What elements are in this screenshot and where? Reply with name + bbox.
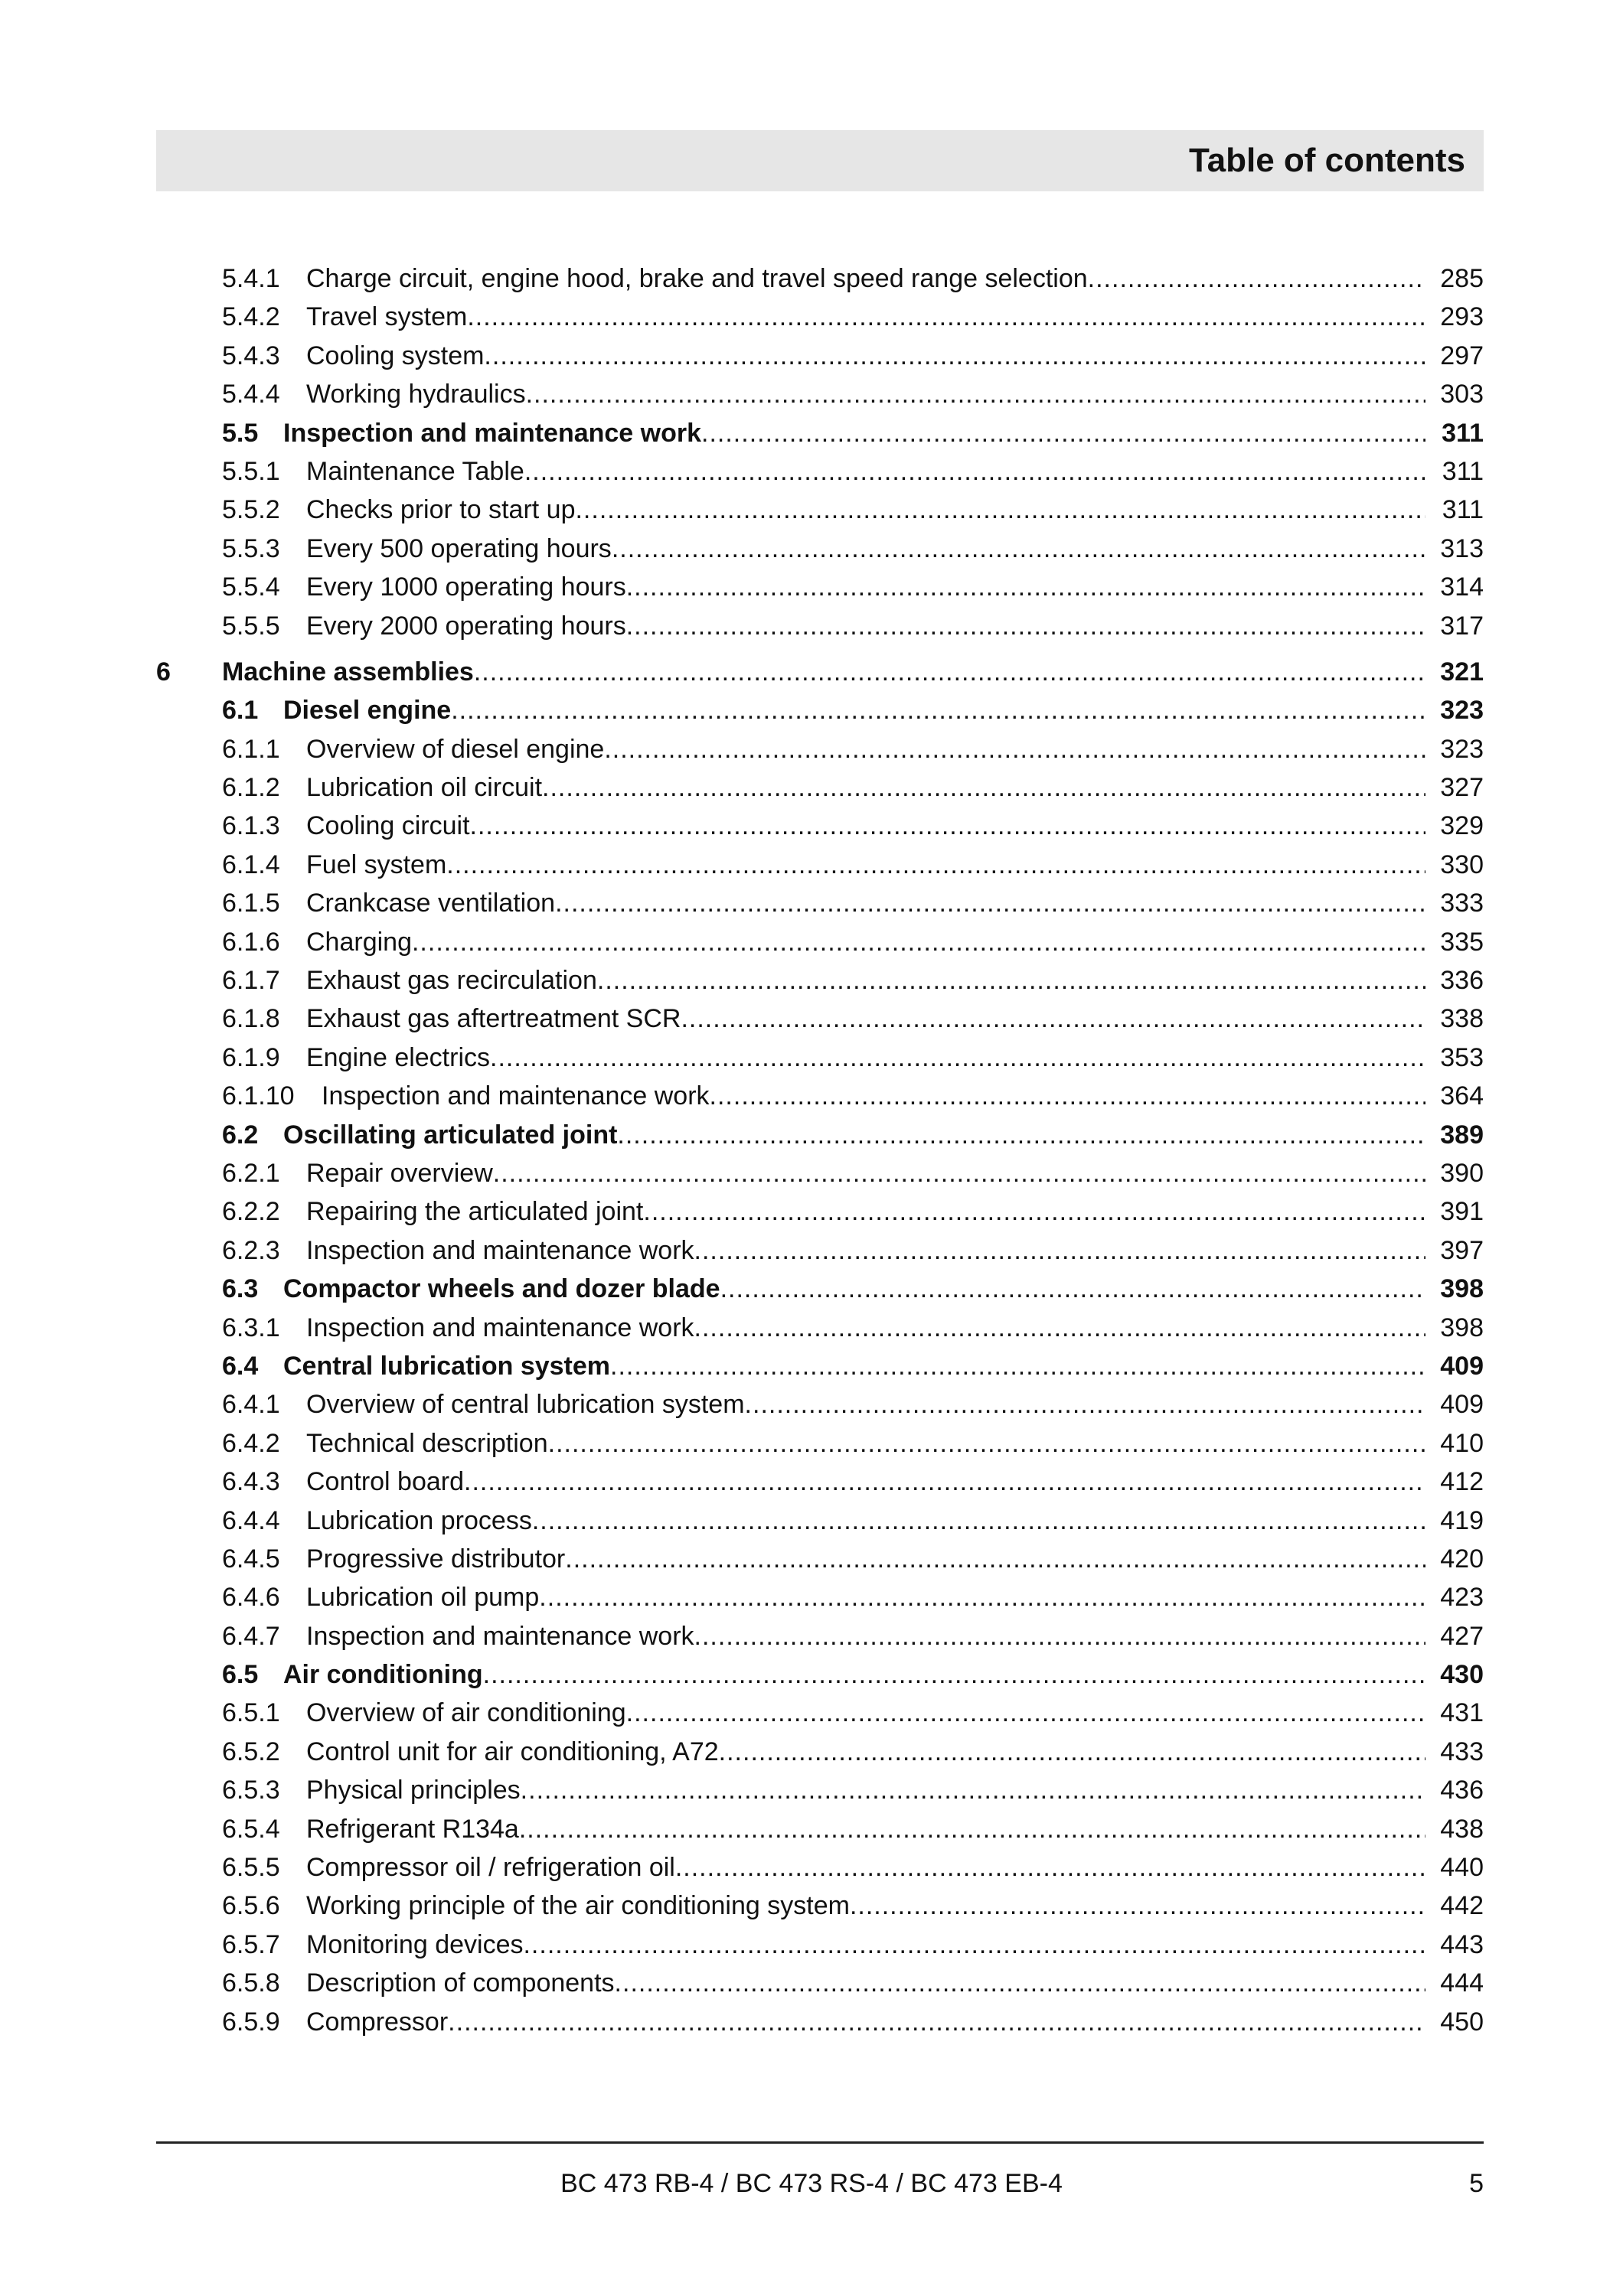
dot-leader — [604, 730, 1425, 768]
toc-entry-page: 330 — [1440, 850, 1484, 879]
toc-entry-title: Cooling circuit — [306, 811, 470, 841]
toc-entry-page: 364 — [1440, 1081, 1484, 1111]
toc-entry[interactable] — [0, 730, 1623, 768]
toc-entry-number: 6.1.3 — [222, 811, 280, 841]
toc-entry[interactable] — [0, 414, 1623, 452]
toc-entry-page: 389 — [1440, 1120, 1484, 1150]
toc-entry-title: Air conditioning — [283, 1660, 483, 1690]
toc-entry-page: 430 — [1440, 1660, 1484, 1690]
toc-entry[interactable] — [0, 1154, 1623, 1192]
toc-entry-page: 327 — [1440, 773, 1484, 803]
toc-entry-number: 5.4.4 — [222, 380, 280, 409]
toc-entry-text — [306, 1502, 1425, 1540]
toc-entry-page: 436 — [1440, 1776, 1484, 1805]
toc-entry-title: Inspection and maintenance work — [322, 1081, 710, 1111]
toc-entry-page: 313 — [1440, 533, 1484, 563]
toc-entry-page: 443 — [1440, 1929, 1484, 1959]
toc-entry-text — [306, 1887, 1425, 1925]
toc-entry-page: 442 — [1440, 1891, 1484, 1921]
toc-entry[interactable] — [0, 1463, 1623, 1501]
toc-entry[interactable] — [0, 884, 1623, 922]
toc-entry[interactable] — [0, 1077, 1623, 1115]
toc-entry-page: 427 — [1440, 1621, 1484, 1651]
toc-entry-text — [322, 1077, 1425, 1115]
toc-entry-title: Central lubrication system — [283, 1351, 611, 1381]
toc-entry-title: Every 500 operating hours — [306, 533, 612, 563]
dot-leader — [474, 653, 1425, 691]
toc-entry[interactable] — [0, 1733, 1623, 1771]
dot-leader — [643, 1192, 1425, 1231]
toc-entry-title: Compactor wheels and dozer blade — [283, 1274, 720, 1304]
toc-entry-number: 6.3 — [222, 1274, 259, 1304]
dot-leader — [519, 1810, 1425, 1848]
dot-leader — [565, 1540, 1425, 1578]
toc-entry-page: 323 — [1440, 734, 1484, 764]
toc-entry-number: 5.5 — [222, 418, 259, 448]
toc-entry-page: 311 — [1442, 418, 1484, 448]
dot-leader — [675, 1848, 1425, 1887]
toc-entry-text — [306, 491, 1425, 529]
toc-entry-number: 6.4 — [222, 1351, 259, 1381]
toc-entry[interactable] — [0, 1655, 1623, 1694]
toc-entry-text — [306, 452, 1425, 491]
toc-entry-page: 285 — [1440, 264, 1484, 293]
toc-entry-title: Maintenance Table — [306, 456, 524, 486]
toc-entry[interactable] — [0, 491, 1623, 529]
toc-entry-number: 6.4.1 — [222, 1390, 280, 1420]
dot-leader — [626, 607, 1425, 645]
toc-entry-text — [283, 1655, 1425, 1694]
toc-entry[interactable] — [0, 923, 1623, 961]
toc-entry-number: 5.4.1 — [222, 264, 280, 293]
toc-entry[interactable] — [0, 961, 1623, 1000]
toc-entry-text — [306, 2003, 1425, 2041]
toc-entry-number: 6.5.6 — [222, 1891, 280, 1921]
toc-entry-number: 6.1.4 — [222, 850, 280, 879]
dot-leader — [467, 298, 1425, 336]
toc-entry[interactable] — [0, 259, 1623, 298]
toc-entry-text — [306, 1231, 1425, 1270]
dot-leader — [542, 768, 1425, 807]
toc-entry[interactable] — [0, 691, 1623, 729]
toc-entry[interactable] — [0, 568, 1623, 606]
toc-entry-text — [306, 961, 1425, 1000]
toc-entry[interactable] — [0, 1192, 1623, 1231]
toc-entry-page: 329 — [1440, 811, 1484, 841]
toc-entry-text — [306, 1192, 1425, 1231]
toc-entry-title: Description of components — [306, 1968, 615, 1998]
dot-leader — [451, 691, 1425, 729]
toc-entry-title: Crankcase ventilation — [306, 889, 556, 918]
toc-entry-number: 6.5 — [222, 1660, 259, 1690]
toc-entry[interactable] — [0, 1309, 1623, 1347]
toc-entry-text — [306, 923, 1425, 961]
toc-entry-text — [306, 607, 1425, 645]
toc-entry-number: 6.1.6 — [222, 927, 280, 957]
toc-entry-page: 420 — [1440, 1544, 1484, 1574]
toc-entry-title: Checks prior to start up — [306, 495, 576, 525]
toc-entry-number: 5.4.3 — [222, 341, 280, 370]
dot-leader — [610, 1347, 1425, 1385]
toc-entry[interactable] — [0, 2003, 1623, 2041]
toc-entry-number: 6.2.3 — [222, 1235, 280, 1265]
toc-entry-page: 321 — [1440, 657, 1484, 687]
toc-entry-page: 311 — [1442, 456, 1484, 486]
toc-entry-title: Every 1000 operating hours — [306, 572, 626, 602]
footer-page-number: 5 — [1469, 2169, 1484, 2198]
dot-leader — [850, 1887, 1425, 1925]
toc-entry-title: Overview of central lubrication system — [306, 1390, 745, 1420]
toc-entry-text — [306, 530, 1425, 568]
toc-entry-title: Oscillating articulated joint — [283, 1120, 618, 1150]
toc-entry-title: Refrigerant R134a — [306, 1814, 519, 1844]
toc-entry[interactable] — [0, 1540, 1623, 1578]
footer-model-list: BC 473 RB-4 / BC 473 RS-4 / BC 473 EB-4 — [560, 2169, 1063, 2198]
toc-entry-title: Every 2000 operating hours — [306, 611, 626, 641]
toc-entry-title: Charging — [306, 927, 412, 957]
toc-entry-number: 6.1.2 — [222, 773, 280, 803]
dot-leader — [626, 568, 1425, 606]
toc-entry-page: 423 — [1440, 1583, 1484, 1613]
toc-entry[interactable] — [0, 1424, 1623, 1463]
toc-entry-number: 6.4.2 — [222, 1428, 280, 1458]
toc-entry-page: 398 — [1440, 1313, 1484, 1342]
toc-entry[interactable] — [0, 1617, 1623, 1655]
toc-entry-page: 409 — [1440, 1390, 1484, 1420]
dot-leader — [412, 923, 1425, 961]
toc-entry-title: Repairing the articulated joint — [306, 1197, 644, 1227]
toc-entry-title: Control board — [306, 1467, 465, 1497]
toc-entry-title: Machine assemblies — [222, 657, 474, 687]
dot-leader — [615, 1964, 1425, 2002]
toc-entry-number: 6.5.4 — [222, 1814, 280, 1844]
toc-entry-page: 398 — [1440, 1274, 1484, 1304]
toc-entry-page: 297 — [1440, 341, 1484, 370]
toc-entry-text — [306, 1385, 1425, 1424]
toc-entry-text — [306, 1964, 1425, 2002]
dot-leader — [470, 807, 1425, 845]
dot-leader — [719, 1733, 1425, 1771]
toc-entry-title: Inspection and maintenance work — [306, 1235, 694, 1265]
dot-leader — [464, 1463, 1425, 1501]
toc-entry-text — [306, 1424, 1425, 1463]
toc-entry-number: 6.4.7 — [222, 1621, 280, 1651]
toc-entry-page: 336 — [1440, 966, 1484, 996]
toc-entry-page: 311 — [1442, 495, 1484, 525]
toc-entry-title: Inspection and maintenance work — [306, 1621, 694, 1651]
toc-entry-title: Inspection and maintenance work — [283, 418, 702, 448]
toc-entry[interactable] — [0, 530, 1623, 568]
toc-entry[interactable] — [0, 1926, 1623, 1964]
dot-leader — [555, 884, 1425, 922]
toc-entry-title: Monitoring devices — [306, 1929, 524, 1959]
toc-entry-title: Inspection and maintenance work — [306, 1313, 694, 1342]
dot-leader — [701, 414, 1425, 452]
toc-entry-text — [306, 1154, 1425, 1192]
toc-entry-text — [306, 1926, 1425, 1964]
footer-divider — [156, 2141, 1484, 2144]
toc-entry-text — [306, 337, 1425, 375]
toc-entry-title: Compressor — [306, 2007, 449, 2037]
toc-entry-text — [306, 1309, 1425, 1347]
toc-entry-number: 6.4.6 — [222, 1583, 280, 1613]
toc-entry-page: 391 — [1440, 1197, 1484, 1227]
toc-entry-number: 6.5.9 — [222, 2007, 280, 2037]
toc-entry-text — [306, 884, 1425, 922]
toc-entry[interactable] — [0, 1810, 1623, 1848]
toc-entry[interactable] — [0, 1694, 1623, 1732]
toc-entry-number: 6.2.1 — [222, 1158, 280, 1188]
dot-leader — [493, 1154, 1425, 1192]
toc-entry-number: 6.4.5 — [222, 1544, 280, 1574]
toc-entry-number: 5.5.3 — [222, 533, 280, 563]
toc-entry-text — [306, 1771, 1425, 1809]
toc-entry-title: Charge circuit, engine hood, brake and travel speed range selection — [306, 264, 1088, 293]
toc-entry-number: 6.2 — [222, 1120, 259, 1150]
toc-entry-title: Lubrication oil circuit — [306, 773, 543, 803]
toc-entry-page: 433 — [1440, 1737, 1484, 1766]
toc-entry-title: Cooling system — [306, 341, 485, 370]
dot-leader — [720, 1270, 1425, 1308]
toc-entry-number: 6.2.2 — [222, 1197, 280, 1227]
toc-entry-text — [283, 1347, 1425, 1385]
toc-entry[interactable] — [0, 1270, 1623, 1308]
toc-entry-page: 317 — [1440, 611, 1484, 641]
toc-entry-title: Engine electrics — [306, 1042, 491, 1072]
toc-entry-text — [306, 1540, 1425, 1578]
dot-leader — [490, 1039, 1425, 1077]
dot-leader — [681, 1000, 1425, 1038]
toc-entry-title: Fuel system — [306, 850, 447, 879]
toc-entry-text — [306, 375, 1425, 413]
toc-entry-title: Repair overview — [306, 1158, 493, 1188]
dot-leader — [521, 1771, 1425, 1809]
toc-entry-page: 409 — [1440, 1351, 1484, 1381]
toc-entry-text — [306, 1463, 1425, 1501]
toc-entry-title: Working principle of the air conditioning system — [306, 1891, 850, 1921]
toc-entry[interactable] — [0, 337, 1623, 375]
dot-leader — [617, 1116, 1425, 1154]
toc-entry-text — [222, 653, 1425, 691]
toc-entry-text — [306, 1848, 1425, 1887]
toc-entry-text — [306, 1810, 1425, 1848]
toc-entry[interactable] — [0, 1000, 1623, 1038]
toc-entry-number: 6.5.3 — [222, 1776, 280, 1805]
toc-entry-page: 303 — [1440, 380, 1484, 409]
header-band — [156, 130, 1484, 191]
dot-leader — [532, 1502, 1425, 1540]
toc-entry[interactable] — [0, 607, 1623, 645]
toc-entry-text — [306, 730, 1425, 768]
toc-entry-title: Overview of air conditioning — [306, 1698, 626, 1728]
toc-entry-number: 6.3.1 — [222, 1313, 280, 1342]
toc-entry-number: 5.4.2 — [222, 302, 280, 332]
toc-entry-number: 5.5.5 — [222, 611, 280, 641]
toc-entry-text — [306, 1000, 1425, 1038]
toc-entry-title: Working hydraulics — [306, 380, 526, 409]
table-of-contents — [0, 259, 1623, 2041]
toc-entry[interactable] — [0, 1231, 1623, 1270]
toc-entry-number: 6.5.2 — [222, 1737, 280, 1766]
dot-leader — [612, 530, 1425, 568]
toc-entry-page: 314 — [1440, 572, 1484, 602]
toc-entry[interactable] — [0, 452, 1623, 491]
dot-leader — [575, 491, 1425, 529]
dot-leader — [523, 1926, 1425, 1964]
toc-entry-page: 390 — [1440, 1158, 1484, 1188]
toc-entry-number: 5.5.1 — [222, 456, 280, 486]
dot-leader — [539, 1578, 1425, 1616]
toc-entry[interactable] — [0, 1848, 1623, 1887]
toc-entry-title: Travel system — [306, 302, 468, 332]
toc-entry-number: 5.5.2 — [222, 495, 280, 525]
dot-leader — [548, 1424, 1425, 1463]
toc-entry-text — [306, 1578, 1425, 1616]
toc-entry-number: 6.1.9 — [222, 1042, 280, 1072]
toc-entry-page: 397 — [1440, 1235, 1484, 1265]
toc-entry-title: Exhaust gas aftertreatment SCR — [306, 1004, 681, 1034]
dot-leader — [483, 1655, 1425, 1694]
toc-entry-text — [306, 568, 1425, 606]
dot-leader — [597, 961, 1425, 1000]
toc-entry-number: 6.5.8 — [222, 1968, 280, 1998]
toc-entry-text — [306, 807, 1425, 845]
toc-entry[interactable] — [0, 846, 1623, 884]
toc-entry-title: Progressive distributor — [306, 1544, 566, 1574]
toc-entry-page: 450 — [1440, 2007, 1484, 2037]
toc-entry-number: 6.1.5 — [222, 889, 280, 918]
dot-leader — [710, 1077, 1425, 1115]
toc-entry[interactable] — [0, 1502, 1623, 1540]
toc-entry[interactable] — [0, 1116, 1623, 1154]
toc-entry-text — [283, 414, 1425, 452]
toc-entry-page: 444 — [1440, 1968, 1484, 1998]
toc-entry[interactable] — [0, 1039, 1623, 1077]
dot-leader — [524, 452, 1425, 491]
toc-entry[interactable] — [0, 768, 1623, 807]
dot-leader — [694, 1617, 1425, 1655]
toc-entry-text — [283, 691, 1425, 729]
toc-entry[interactable] — [0, 298, 1623, 336]
toc-entry-text — [306, 298, 1425, 336]
toc-entry-text — [306, 1617, 1425, 1655]
dot-leader — [1088, 259, 1425, 298]
toc-entry-number: 6.5.1 — [222, 1698, 280, 1728]
toc-entry-page: 353 — [1440, 1042, 1484, 1072]
toc-entry[interactable] — [0, 653, 1623, 691]
page-title: Table of contents — [1189, 142, 1465, 179]
toc-entry-number: 6.1 — [222, 696, 259, 726]
dot-leader — [526, 375, 1425, 413]
toc-entry-title: Physical principles — [306, 1776, 521, 1805]
toc-entry-page: 419 — [1440, 1505, 1484, 1535]
toc-entry-page: 431 — [1440, 1698, 1484, 1728]
toc-entry-text — [283, 1270, 1425, 1308]
toc-entry-number: 6.1.1 — [222, 734, 280, 764]
toc-entry-title: Compressor oil / refrigeration oil — [306, 1853, 675, 1883]
toc-entry-title: Overview of diesel engine — [306, 734, 605, 764]
toc-entry-number: 6.1.10 — [222, 1081, 295, 1111]
toc-entry-title: Technical description — [306, 1428, 548, 1458]
toc-entry[interactable] — [0, 1887, 1623, 1925]
toc-entry-number: 6.5.5 — [222, 1853, 280, 1883]
toc-entry-number: 5.5.4 — [222, 572, 280, 602]
toc-entry-title: Diesel engine — [283, 696, 452, 726]
toc-entry-text — [306, 1733, 1425, 1771]
toc-entry[interactable] — [0, 807, 1623, 845]
toc-entry-text — [306, 846, 1425, 884]
toc-entry[interactable] — [0, 1771, 1623, 1809]
toc-entry-number: 6.1.7 — [222, 966, 280, 996]
toc-entry-number: 6.4.4 — [222, 1505, 280, 1535]
toc-entry-text — [306, 1694, 1425, 1732]
toc-entry-page: 438 — [1440, 1814, 1484, 1844]
toc-entry-number: 6.5.7 — [222, 1929, 280, 1959]
toc-entry-page: 410 — [1440, 1428, 1484, 1458]
toc-entry-page: 335 — [1440, 927, 1484, 957]
toc-entry-page: 333 — [1440, 889, 1484, 918]
toc-entry[interactable] — [0, 1385, 1623, 1424]
dot-leader — [745, 1385, 1425, 1424]
toc-entry-number: 6.4.3 — [222, 1467, 280, 1497]
dot-leader — [694, 1309, 1425, 1347]
toc-entry-page: 338 — [1440, 1004, 1484, 1034]
toc-entry[interactable] — [0, 1964, 1623, 2002]
toc-entry-text — [306, 1039, 1425, 1077]
toc-entry[interactable] — [0, 1578, 1623, 1616]
dot-leader — [448, 2003, 1425, 2041]
toc-entry-text — [306, 768, 1425, 807]
toc-entry-number: 6.1.8 — [222, 1004, 280, 1034]
toc-entry-text — [306, 259, 1425, 298]
dot-leader — [446, 846, 1425, 884]
dot-leader — [626, 1694, 1425, 1732]
toc-entry-number: 6 — [156, 657, 171, 687]
dot-leader — [484, 337, 1425, 375]
toc-entry-page: 293 — [1440, 302, 1484, 332]
toc-entry-title: Lubrication process — [306, 1505, 532, 1535]
toc-entry-title: Control unit for air conditioning, A72 — [306, 1737, 719, 1766]
toc-entry-title: Lubrication oil pump — [306, 1583, 540, 1613]
toc-entry[interactable] — [0, 1347, 1623, 1385]
dot-leader — [694, 1231, 1425, 1270]
toc-entry-title: Exhaust gas recirculation — [306, 966, 597, 996]
toc-entry-page: 412 — [1440, 1467, 1484, 1497]
toc-entry-page: 323 — [1440, 696, 1484, 726]
toc-entry-page: 440 — [1440, 1853, 1484, 1883]
toc-entry[interactable] — [0, 375, 1623, 413]
toc-entry-text — [283, 1116, 1425, 1154]
